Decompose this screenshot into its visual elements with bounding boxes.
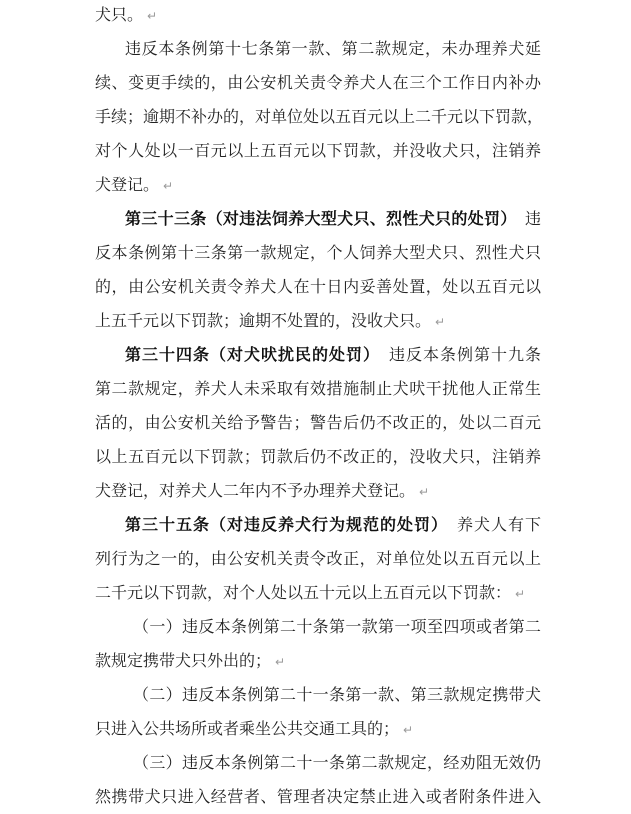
text-line (95, 644, 541, 678)
text-line: 第二款规定，养犬人未采取有效措施制止犬吠干扰他人正常生 (95, 379, 541, 398)
item-1 (95, 610, 541, 678)
article-heading: 第三十五条（对违反养犬行为规范的处罚） (125, 515, 440, 534)
text-line (95, 168, 541, 202)
text-line: （二）违反本条例第二十一条第一款、第三款规定携带犬 (133, 685, 541, 704)
text-line: 手续；逾期不补办的，对单位处以五百元以上二千元以下罚款， (95, 107, 544, 126)
article-heading: 第三十三条（对违法饲养大型犬只、烈性犬只的处罚） (125, 209, 509, 228)
paragraph-mark-icon: ↵ (515, 587, 526, 601)
line-text: 养犬人有下 (439, 515, 541, 534)
text-line: 然携带犬只进入经营者、管理者决定禁止进入或者附条件进入 (95, 787, 541, 806)
paragraph-mark-icon: ↵ (163, 179, 174, 193)
text-line: 反本条例第十三条第一款规定，个人饲养大型犬只、烈性犬只 (95, 243, 541, 262)
paragraph-mark-icon: ↵ (403, 723, 414, 737)
item-3 (95, 746, 541, 814)
line-text: 犬只。 (95, 5, 144, 24)
text-line: 违反本条例第十七条第一款、第二款规定，未办理养犬延 (125, 39, 541, 58)
paragraph-1 (95, 32, 544, 202)
article-33 (95, 202, 541, 338)
text-line (95, 474, 541, 508)
text-line (95, 576, 541, 610)
document-page (95, 0, 544, 814)
text-line: （三）违反本条例第二十一条第二款规定，经劝阻无效仍 (133, 753, 541, 772)
line-text: 犬登记，对养犬人二年内不予办理养犬登记。 (95, 481, 416, 500)
text-line (95, 202, 541, 236)
item-2 (95, 678, 541, 746)
article-35 (95, 508, 541, 610)
paragraph-0 (95, 0, 541, 32)
paragraph-mark-icon: ↵ (435, 315, 446, 329)
line-text: 款规定携带犬只外出的； (95, 651, 272, 670)
paragraph-mark-icon: ↵ (419, 485, 430, 499)
line-text: 二千元以下罚款，对个人处以五十元以上五百元以下罚款： (95, 583, 512, 602)
article-34 (95, 338, 541, 508)
line-text: 违 (508, 209, 541, 228)
text-line: 以上五百元以下罚款；罚款后仍不改正的，没收犬只，注销养 (95, 447, 541, 466)
line-text: 违反本条例第十九条 (371, 345, 541, 364)
text-line: （一）违反本条例第二十条第一款第一项至四项或者第二 (133, 617, 541, 636)
article-heading: 第三十四条（对犬吠扰民的处罚） (125, 345, 372, 364)
text-line (95, 712, 541, 746)
text-line: 续、变更手续的，由公安机关责令养犬人在三个工作日内补办 (95, 73, 541, 92)
text-line (95, 0, 541, 32)
text-line (95, 338, 541, 372)
line-text: 犬登记。 (95, 175, 160, 194)
text-line (95, 304, 541, 338)
paragraph-mark-icon: ↵ (147, 9, 158, 23)
line-text: 只进入公共场所或者乘坐公共交通工具的； (95, 719, 400, 738)
line-text: 上五千元以下罚款；逾期不处置的，没收犬只。 (95, 311, 432, 330)
text-line: 活的，由公安机关给予警告；警告后仍不改正的，处以二百元 (95, 413, 541, 432)
text-line (95, 508, 541, 542)
text-line: 的，由公安机关责令养犬人在十日内妥善处置，处以五百元以 (95, 277, 541, 296)
text-line: 列行为之一的，由公安机关责令改正，对单位处以五百元以上 (95, 549, 541, 568)
paragraph-mark-icon: ↵ (275, 655, 286, 669)
text-line: 对个人处以一百元以上五百元以下罚款，并没收犬只，注销养 (95, 141, 541, 160)
